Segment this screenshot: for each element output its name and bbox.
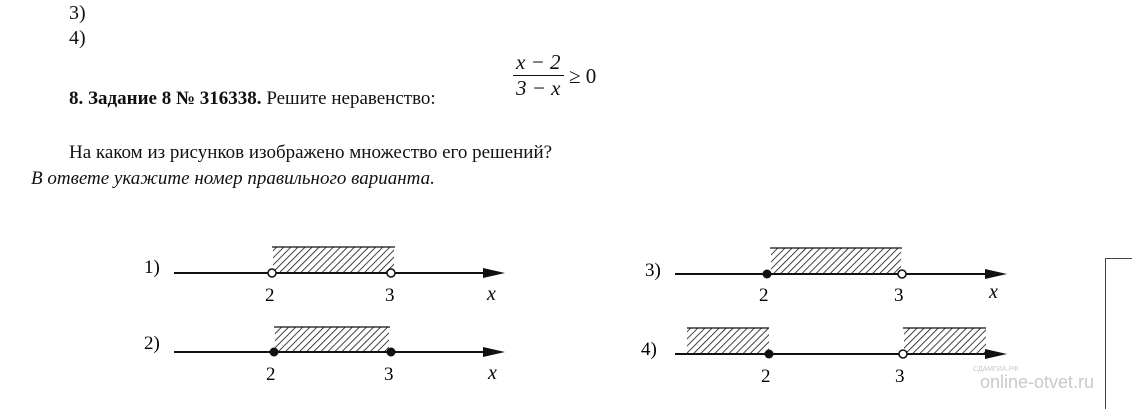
- option-1-tick-right: 3: [385, 285, 395, 306]
- option-4-label: 4): [641, 339, 657, 360]
- option-2-shading: [275, 327, 389, 352]
- option-4-tick-right: 3: [895, 366, 905, 387]
- option-1-point-left-open: [268, 269, 276, 277]
- option-4-point-left-filled: [765, 350, 774, 359]
- option-3-tick-right: 3: [894, 285, 904, 306]
- option-4-arrow: [985, 349, 1007, 359]
- option-3-point-right-open: [898, 270, 906, 278]
- option-3-label: 3): [645, 260, 661, 281]
- option-3-figure[interactable]: [645, 248, 1007, 306]
- option-2-arrow: [483, 347, 505, 357]
- previous-option-4: 4): [69, 27, 86, 49]
- option-4-point-right-open: [899, 350, 907, 358]
- option-3-point-left-filled: [763, 270, 772, 279]
- previous-option-3: 3): [69, 2, 86, 24]
- option-1-axis-label: x: [487, 283, 496, 305]
- option-2-tick-right: 3: [384, 364, 394, 385]
- task-title: 8. Задание 8 № 316338.: [69, 88, 262, 109]
- option-2-tick-left: 2: [266, 364, 276, 385]
- option-2-label: 2): [144, 333, 160, 354]
- task-prompt: Решите неравенство:: [266, 88, 436, 109]
- option-1-figure[interactable]: [144, 247, 505, 306]
- option-3-axis-label: x: [989, 281, 998, 303]
- option-1-arrow: [483, 268, 505, 278]
- option-2-axis-label: x: [488, 362, 497, 384]
- option-3-tick-left: 2: [759, 285, 769, 306]
- option-2-point-left-filled: [270, 348, 279, 357]
- question-text: На каком из рисунков изображено множество его решений?: [69, 142, 553, 163]
- page-edge-frame: [1105, 258, 1132, 409]
- watermark: online-otvet.ru: [980, 372, 1095, 392]
- watermark-small: СДАМГИА.РФ: [973, 366, 1019, 373]
- option-1-shading: [273, 247, 394, 273]
- option-3-shading: [771, 248, 901, 274]
- option-2-point-right-filled: [387, 348, 396, 357]
- fraction-numerator: x − 2: [516, 50, 561, 74]
- option-2-figure[interactable]: [144, 327, 505, 385]
- option-1-label: 1): [144, 257, 160, 278]
- option-4-tick-left: 2: [761, 366, 771, 387]
- option-4-figure[interactable]: [641, 328, 1007, 387]
- option-4-shading-left: [687, 328, 769, 354]
- option-1-point-right-open: [387, 269, 395, 277]
- option-4-shading-right: [904, 328, 986, 354]
- option-3-arrow: [985, 269, 1007, 279]
- inequality-relation: ≥ 0: [569, 64, 597, 88]
- fraction-denominator: 3 − x: [513, 75, 564, 101]
- option-1-tick-left: 2: [265, 285, 275, 306]
- answer-hint: В ответе укажите номер правильного варианта.: [31, 168, 435, 189]
